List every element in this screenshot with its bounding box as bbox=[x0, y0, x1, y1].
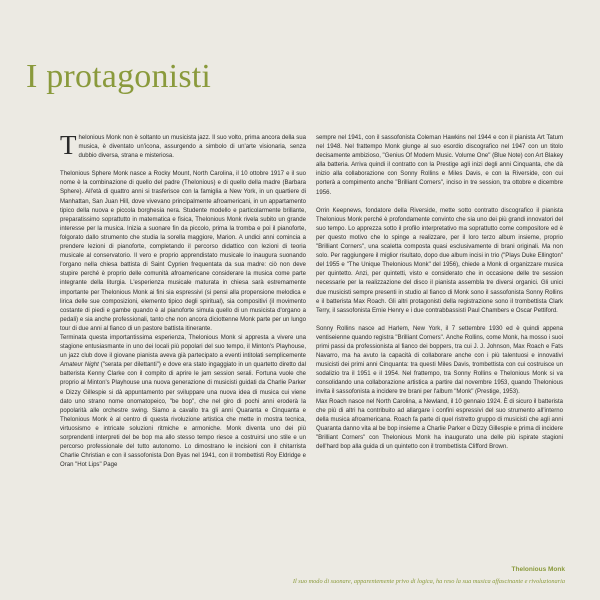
paragraph: Thelonious Sphere Monk nasce a Rocky Mount, North Carolina, il 10 ottobre 1917 e il suo nome è la combinazione di quello del padre (Thelonious) e di quello della madre (Barbara Sphere). All'età di quattro anni si trasferisce con la famiglia a New York, in un quartiere di Manhattan, San Juan Hill, dove vivevano principalmente afroamericani, in un appartamento tipico della nuova e piccola borghesia nera. Studente modello e particolarmente brillante, preparatissimo soprattutto in matematica e fisica, Thelonious Monk rivela subito un grande interesse per la musica. Inizia a suonare fin da piccolo, prima la tromba e poi il pianoforte, folgorato dallo strumento che studia la sorella maggiore, Marion. A undici anni comincia a prendere lezioni di pianoforte, completando il percorso didattico con lezioni di teoria musicale al conservatorio. Il vero e proprio apprendistato musicale lo inaugura suonando l'organo nella chiesa battista di Saint Cyprien frequentata da sua madre: ciò non deve stupire perché è proprio delle comunità afroamericane considerare la musica come parte integrante della liturgia. L'esperienza musicale maturata in chiesa sarà estremamente importante per Thelonious Monk ai fini sia espressivi (si pensi alla propensione melodica e lirica delle sue composizioni, elemento tipico degli spiritual), sia compositivi (il movimento costante di piedi e gambe quando è al pianoforte simula quello di un musicista d'organo a pedali) e sia anche professionali, tanto che non ancora diciottenne Monk parte per un lungo tour di due anni al fianco di un pastore battista itinerante. bbox=[60, 171, 306, 332]
paragraph bbox=[60, 334, 306, 470]
paragraph: sempre nel 1941, con il sassofonista Coleman Hawkins nel 1944 e con il pianista Art Tatum nel 1948. Nel frattempo Monk giunge al suo esordio discografico nel 1947 con un titolo decisamente ambizioso, "Genius Of Modern Music. Volume One" (Blue Note) con Art Blakey alla batteria. Arriva quindi il contratto con la Prestige agli inizi degli anni Cinquanta, che dà inizio alla collaborazione con Sonny Rollins e Miles Davis, e con la Riverside, con cui porterà a compimento anche "Brilliant Corners", inciso in tre session, tra ottobre e dicembre 1956. bbox=[316, 135, 563, 196]
text-column-left bbox=[60, 130, 306, 470]
caption-title: Thelonious Monk bbox=[511, 566, 565, 573]
page-title: I protagonisti bbox=[26, 58, 212, 95]
caption-text: Il suo modo di suonare, apparentemente privo di logica, ha reso la sua musica affascinante e rivoluzionaria bbox=[292, 578, 565, 585]
text-column-right bbox=[316, 134, 563, 452]
italic-term: Amateur Night bbox=[60, 362, 99, 369]
paragraph: Max Roach nasce nel North Carolina, a Newland, il 10 gennaio 1924. È di sicuro il batterista che più di altri ha contribuito ad allargare i confini espressivi del suo strumento all'interno della musica afroamericana. Roach fa parte di quel ristretto gruppo di musicisti che agli anni Quaranta danno vita al be bop insieme a Charlie Parker e Dizzy Gillespie e prima di incidere "Brilliant Corners" con Thelonious Monk ha inaugurato una delle più ispirate stagioni dell'hard bop alla guida di un quintetto con il trombettista Clifford Brown. bbox=[316, 398, 563, 450]
paragraph-text: Terminata questa importantissima esperienza, Thelonious Monk si appresta a vivere una stagione entusiasmante in uno dei locali più popolari del suo tempo, il Minton's Playhouse, un jazz club dove il giovane pianista aveva già partecipato a eventi intitolati semplicemente bbox=[60, 334, 306, 360]
drop-cap: T bbox=[60, 130, 77, 160]
paragraph: Sonny Rollins nasce ad Harlem, New York, il 7 settembre 1930 ed è quindi appena ventiseienne quando registra "Brilliant Corners". Anche Rollins, come Monk, ha mosso i suoi primi passi da professionista al fianco dei boppers, tra cui J. J. Johnson, Max Roach e Fats Navarro, ma ha avuto la capacità di collaborare anche con i più talentuosi e innovativi musicisti dei primi anni Cinquanta: tra questi Miles Davis, trombettista con cui costruisce un sodalizio tra il 1951 e il 1954. Nel frattempo, tra Sonny Rollins e Thelonious Monk si va consolidando una collaborazione artistica a partire dal novembre 1953, quando Thelonious invita il sassofonista a incidere tre brani per l'album "Monk" (Prestige, 1953). bbox=[316, 325, 563, 396]
paragraph-text: helonious Monk non è soltanto un musicista jazz. Il suo volto, prima ancora della sua musica, è diventato un'icona, assurgendo a simbolo di un'arte visionaria, senza dubbio diversa, strana e misteriosa. bbox=[78, 135, 306, 160]
paragraph bbox=[60, 130, 306, 161]
paragraph-text: ("serata per dilettanti") e dove era stato ingaggiato in un quartetto diretto dal batterista Kenny Clarke con il compito di aprire le jam session serali. Fortuna vuole che proprio al Minton's Playhouse una nuova generazione di musicisti guidati da Charlie Parker e Dizzy Gillespie si dà appuntamento per sviluppare una nuova idea di musica cui viene dato uno strano nome onomatopeico, "be bop", che nel giro di pochi anni eroderà la popolarità alle orchestre swing. Siamo a cavallo tra gli anni Quaranta e Cinquanta e Thelonious Monk è al centro di questa rivoluzione artistica che mette in mostra tecnica, virtuosismo e intricate soluzioni ritmiche e armoniche. Monk diventa uno dei più sorprendenti interpreti del be bop ma allo stesso tempo riesce a costruirsi uno stile e un percorso professionale del tutto autonomo. Lo dimostrano le incisioni con il chitarrista Charlie Christian e con il sassofonista Don Byas nel 1941, con il trombettisti Roy Eldridge e Oran "Hot Lips" Page bbox=[60, 362, 306, 469]
paragraph: Orrin Keepnews, fondatore della Riverside, mette sotto contratto discografico il pianista Thelonious Monk perché è profondamente convinto che sia uno dei più grandi innovatori del suo tempo. Lo apprezza sotto il profilo interpretativo ma soprattutto come compositore ed è per questo motivo che lo spinge a realizzare, per il loro terzo album insieme, proprio "Brilliant Corners", una scaletta composta quasi esclusivamente di brani originali. Ma non solo. Per raggiungere il miglior risultato, dopo due album incisi in trio ("Plays Duke Ellington" del 1955 e "The Unique Thelonious Monk" del 1956), chiede a Monk di organizzare musica per quintetto. Anzi, per quintetti, visto e considerato che in occasione delle tre session necessarie per la realizzazione del disco il pianista assembla tre diversi organici. Gli unici due musicisti sempre presenti in studio al fianco di Monk sono il sassofonista Sonny Rollins e il batterista Max Roach. Gli altri protagonisti della registrazione sono il trombettista Clark Terry, il sassofonista Ernie Henry e i due contrabbassisti Paul Chambers e Oscar Pettiford. bbox=[316, 207, 563, 314]
